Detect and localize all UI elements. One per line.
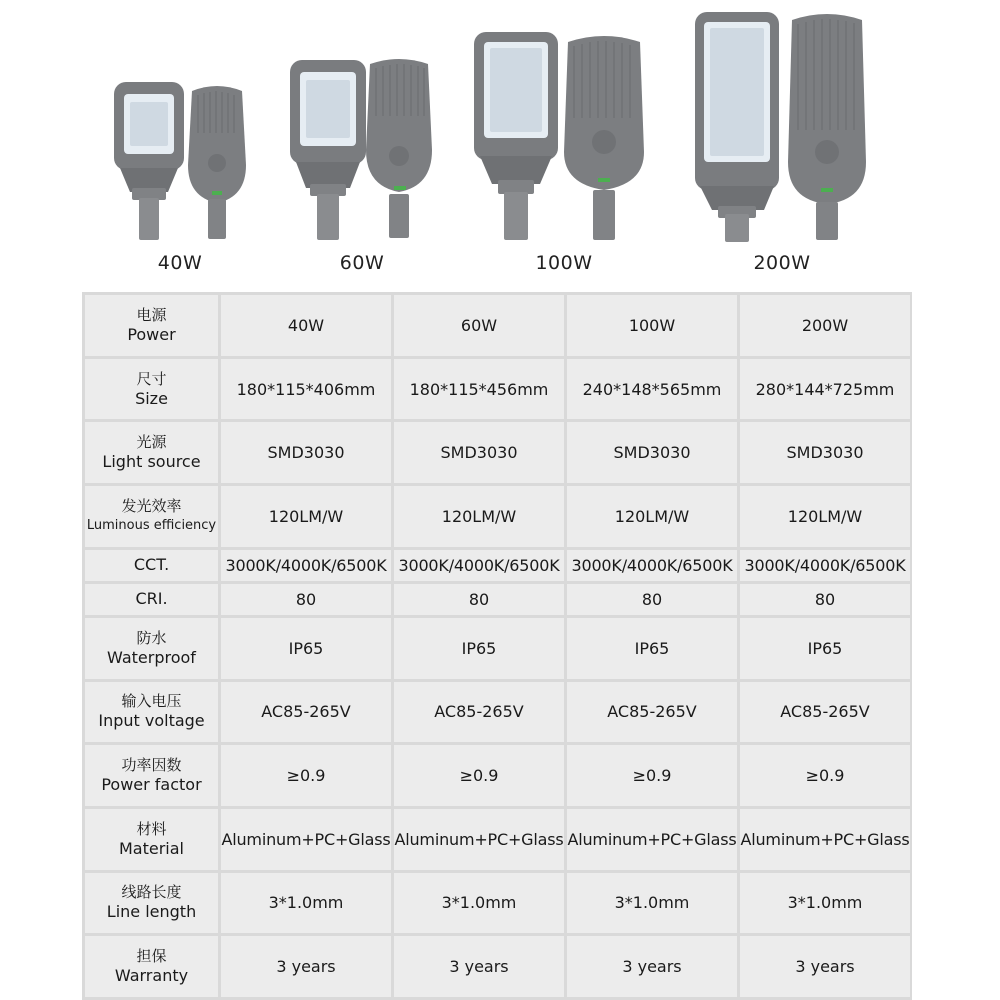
table-cell: SMD3030 [740, 422, 910, 483]
row-header-en: Size [135, 388, 168, 408]
table-row [85, 809, 910, 870]
table-cell: 80 [221, 584, 391, 615]
table-row [85, 682, 910, 743]
row-header-zh: 发光效率 [121, 496, 182, 515]
product-label: 100W [535, 252, 593, 274]
table-cell: 3 years [394, 936, 564, 997]
table-cell: 40W [221, 295, 391, 356]
row-header-zh: 防水 [136, 628, 167, 647]
row-header-en: Light source [102, 452, 201, 472]
row-header-en: Input voltage [98, 711, 205, 731]
street-light-back-image [560, 34, 648, 242]
table-cell: IP65 [740, 618, 910, 679]
row-header [85, 936, 218, 997]
table-cell: AC85-265V [740, 682, 910, 743]
table-cell: 80 [740, 584, 910, 615]
table-cell: 180*115*406mm [221, 359, 391, 420]
table-cell: 3 years [740, 936, 910, 997]
table-cell: AC85-265V [394, 682, 564, 743]
table-row [85, 359, 910, 420]
row-header-zh: 尺寸 [136, 369, 167, 388]
table-cell: 3*1.0mm [567, 873, 737, 934]
row-header-zh: 材料 [136, 819, 167, 838]
table-cell: 3000K/4000K/6500K [567, 550, 737, 581]
table-row [85, 584, 910, 615]
table-cell: 100W [567, 295, 737, 356]
table-row [85, 618, 910, 679]
table-row [85, 422, 910, 483]
table-cell: Aluminum+PC+Glass [221, 809, 391, 870]
row-header [85, 682, 218, 743]
table-cell: Aluminum+PC+Glass [567, 809, 737, 870]
product-label: 60W [339, 252, 385, 274]
table-cell: ≥0.9 [394, 745, 564, 806]
row-header-zh: 担保 [136, 947, 167, 966]
table-cell: 280*144*725mm [740, 359, 910, 420]
street-light-back-image [362, 58, 436, 240]
row-header-en: Material [119, 838, 184, 858]
row-header-en: Luminous efficiency [86, 517, 217, 533]
row-header [85, 295, 218, 356]
street-light-back-image [184, 85, 250, 241]
table-cell: 3000K/4000K/6500K [221, 550, 391, 581]
spec-table-container [82, 292, 912, 1000]
street-light-front-image [692, 10, 782, 242]
table-row [85, 936, 910, 997]
row-header-zh: 电源 [136, 305, 167, 324]
table-cell: 120LM/W [394, 486, 564, 547]
table-cell: Aluminum+PC+Glass [740, 809, 910, 870]
row-header [85, 873, 218, 934]
table-cell: 120LM/W [221, 486, 391, 547]
table-cell: AC85-265V [221, 682, 391, 743]
table-cell: ≥0.9 [740, 745, 910, 806]
row-header [85, 550, 218, 581]
spec-table [82, 292, 913, 1000]
table-cell: 60W [394, 295, 564, 356]
table-cell: SMD3030 [221, 422, 391, 483]
street-light-front-image [470, 30, 562, 242]
row-header-zh: 功率因数 [121, 756, 182, 775]
table-cell: 3 years [221, 936, 391, 997]
row-header [85, 422, 218, 483]
row-header-en: Power factor [101, 775, 202, 795]
table-row [85, 486, 910, 547]
street-light-front-image [110, 80, 188, 242]
row-header-en: Power [127, 324, 176, 344]
street-light-front-image [286, 58, 370, 242]
street-light-back-image [784, 12, 870, 242]
row-header-zh: 线路长度 [121, 883, 182, 902]
row-header-en: CRI. [135, 589, 168, 609]
table-row [85, 550, 910, 581]
table-cell: 3*1.0mm [740, 873, 910, 934]
table-cell: 240*148*565mm [567, 359, 737, 420]
row-header [85, 359, 218, 420]
product-gallery [0, 0, 1000, 290]
table-row [85, 745, 910, 806]
product-label: 200W [753, 252, 811, 274]
table-cell: 3 years [567, 936, 737, 997]
table-cell: 120LM/W [567, 486, 737, 547]
row-header [85, 809, 218, 870]
table-cell: 80 [394, 584, 564, 615]
table-cell: 3000K/4000K/6500K [394, 550, 564, 581]
row-header-zh: 输入电压 [121, 692, 182, 711]
row-header-en: Warranty [114, 966, 189, 986]
table-row [85, 295, 910, 356]
table-cell: 3000K/4000K/6500K [740, 550, 910, 581]
table-cell: Aluminum+PC+Glass [394, 809, 564, 870]
table-cell: IP65 [394, 618, 564, 679]
table-row [85, 873, 910, 934]
row-header-zh: 光源 [136, 433, 167, 452]
table-cell: 180*115*456mm [394, 359, 564, 420]
table-cell: 120LM/W [740, 486, 910, 547]
row-header [85, 618, 218, 679]
table-cell: 3*1.0mm [221, 873, 391, 934]
table-cell: ≥0.9 [221, 745, 391, 806]
row-header [85, 584, 218, 615]
table-cell: 80 [567, 584, 737, 615]
row-header [85, 486, 218, 547]
row-header-en: Line length [106, 902, 197, 922]
row-header-en: CCT. [133, 555, 170, 575]
table-cell: SMD3030 [567, 422, 737, 483]
row-header [85, 745, 218, 806]
row-header-en: Waterproof [107, 647, 196, 667]
table-cell: IP65 [567, 618, 737, 679]
table-cell: ≥0.9 [567, 745, 737, 806]
product-label: 40W [157, 252, 203, 274]
table-cell: IP65 [221, 618, 391, 679]
table-cell: AC85-265V [567, 682, 737, 743]
table-cell: SMD3030 [394, 422, 564, 483]
table-cell: 200W [740, 295, 910, 356]
table-cell: 3*1.0mm [394, 873, 564, 934]
